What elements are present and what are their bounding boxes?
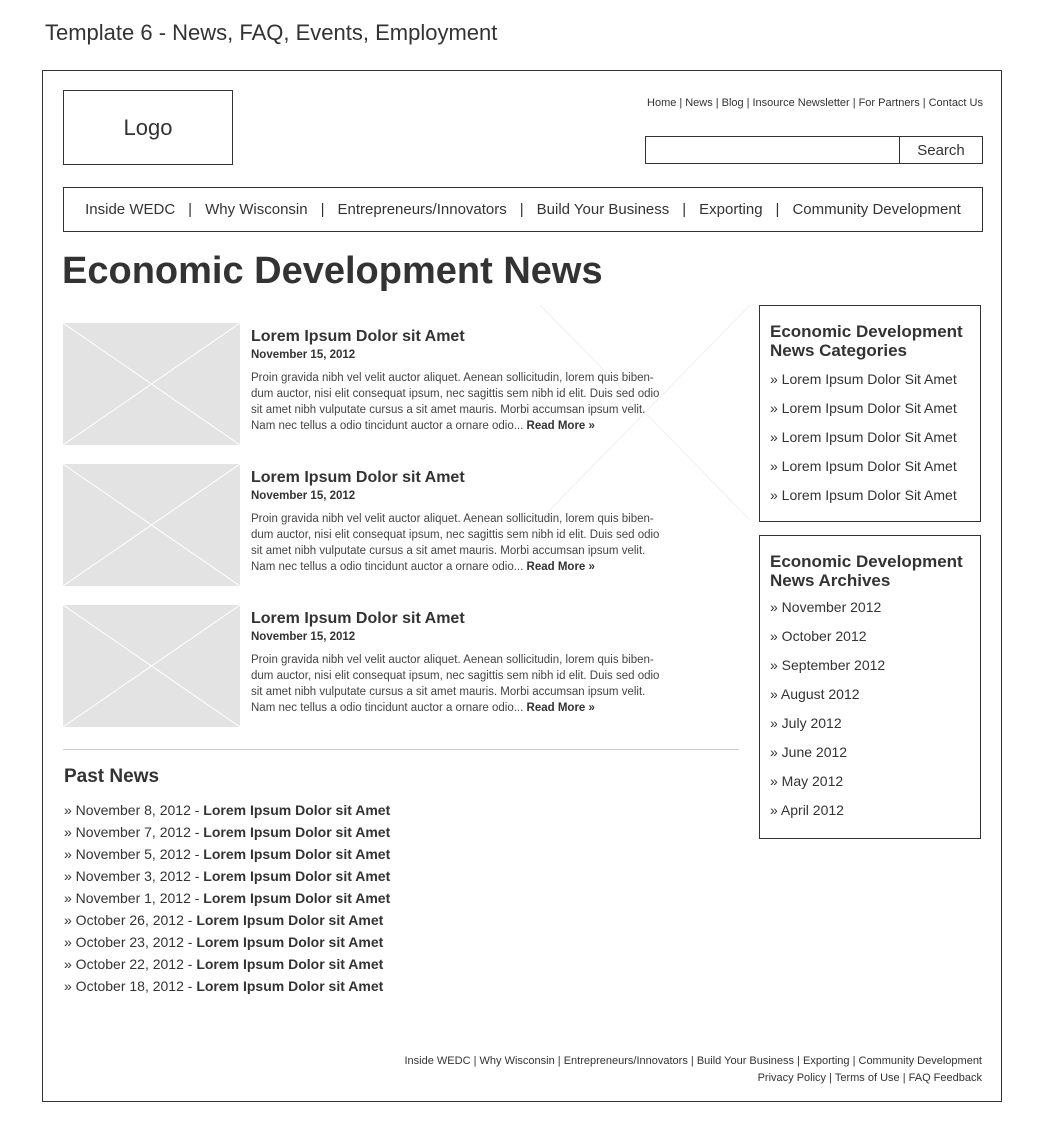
article-title[interactable]: Lorem Ipsum Dolor sit Amet xyxy=(251,328,465,345)
past-news-item[interactable] xyxy=(64,933,390,955)
footer-link-entrepreneurs[interactable]: Entrepreneurs/Innovators xyxy=(563,1055,688,1067)
separator: | xyxy=(682,201,687,218)
article-excerpt xyxy=(251,511,691,575)
excerpt-line-text: Nam nec tellus a odio tincidunt auctor a ornare odio... xyxy=(251,702,524,714)
separator: | xyxy=(715,97,719,109)
article-image-placeholder[interactable] xyxy=(63,464,240,586)
article-date: November 15, 2012 xyxy=(251,490,356,502)
separator: | xyxy=(473,1055,477,1067)
nav-item-build-business[interactable]: Build Your Business xyxy=(536,201,670,218)
excerpt-line xyxy=(251,559,691,575)
excerpt-line: sit amet nibh vulputate cursus a sit amet mauris. Morbi accumsan ipsum velit. xyxy=(251,545,646,557)
separator: | xyxy=(188,201,193,218)
read-more-link[interactable]: Read More » xyxy=(526,420,595,432)
footer-link-why-wisconsin[interactable]: Why Wisconsin xyxy=(479,1055,555,1067)
footer-link-privacy[interactable]: Privacy Policy xyxy=(757,1072,827,1084)
search-input[interactable] xyxy=(646,137,900,163)
footer-nav xyxy=(405,1055,983,1067)
past-news-title[interactable]: Lorem Ipsum Dolor sit Amet xyxy=(203,846,391,862)
utility-nav xyxy=(647,97,983,109)
archive-link[interactable]: » June 2012 xyxy=(770,744,848,760)
categories-heading-line2: News Categories xyxy=(770,341,907,360)
separator: | xyxy=(829,1072,832,1084)
separator: | xyxy=(746,97,750,109)
excerpt-line: Proin gravida nibh vel velit auctor aliquet. Aenean sollicitudin, lorem quis biben- xyxy=(251,372,654,384)
util-link-home[interactable]: Home xyxy=(647,97,677,109)
excerpt-line: Proin gravida nibh vel velit auctor aliquet. Aenean sollicitudin, lorem quis biben- xyxy=(251,654,654,666)
article-title[interactable]: Lorem Ipsum Dolor sit Amet xyxy=(251,610,465,627)
past-news-heading: Past News xyxy=(64,766,160,787)
past-news-date: » November 5, 2012 - xyxy=(64,846,204,862)
excerpt-line: sit amet nibh vulputate cursus a sit amet mauris. Morbi accumsan ipsum velit. xyxy=(251,686,646,698)
archives-heading xyxy=(770,552,963,590)
news-article xyxy=(63,605,743,727)
footer-link-exporting[interactable]: Exporting xyxy=(803,1055,850,1067)
category-link[interactable]: » Lorem Ipsum Dolor Sit Amet xyxy=(770,487,957,503)
nav-item-community-development[interactable]: Community Development xyxy=(792,201,961,218)
past-news-title[interactable]: Lorem Ipsum Dolor sit Amet xyxy=(203,824,391,840)
past-news-title[interactable]: Lorem Ipsum Dolor sit Amet xyxy=(196,912,384,928)
footer-link-inside-wedc[interactable]: Inside WEDC xyxy=(404,1055,471,1067)
category-link[interactable]: » Lorem Ipsum Dolor Sit Amet xyxy=(770,458,957,474)
past-news-title[interactable]: Lorem Ipsum Dolor sit Amet xyxy=(196,978,384,994)
excerpt-line: dum auctor, nisi elit consequat ipsum, nec sagittis sem nibh id elit. Duis sed odio xyxy=(251,670,660,682)
search-box xyxy=(645,136,983,164)
search-button[interactable]: Search xyxy=(900,137,982,163)
logo[interactable]: Logo xyxy=(63,90,233,165)
archive-link[interactable]: » July 2012 xyxy=(770,715,842,731)
past-news-item[interactable] xyxy=(64,955,390,977)
article-image-placeholder[interactable] xyxy=(63,323,240,445)
archive-link[interactable]: » May 2012 xyxy=(770,773,844,789)
separator: | xyxy=(679,97,683,109)
archives-list xyxy=(770,598,885,830)
past-news-title[interactable]: Lorem Ipsum Dolor sit Amet xyxy=(203,802,391,818)
archive-link[interactable]: » October 2012 xyxy=(770,628,867,644)
footer-link-faq-feedback[interactable]: FAQ Feedback xyxy=(908,1072,982,1084)
category-link[interactable]: » Lorem Ipsum Dolor Sit Amet xyxy=(770,371,957,387)
separator: | xyxy=(320,201,325,218)
past-news-date: » November 3, 2012 - xyxy=(64,868,204,884)
past-news-item[interactable] xyxy=(64,911,390,933)
article-title[interactable]: Lorem Ipsum Dolor sit Amet xyxy=(251,469,465,486)
categories-list xyxy=(770,370,957,515)
separator: | xyxy=(797,1055,800,1067)
separator: | xyxy=(690,1055,694,1067)
categories-heading-line1: Economic Development xyxy=(770,322,963,341)
archives-heading-line1: Economic Development xyxy=(770,552,963,571)
past-news-title[interactable]: Lorem Ipsum Dolor sit Amet xyxy=(203,868,391,884)
past-news-item[interactable] xyxy=(64,823,390,845)
news-archives-box xyxy=(759,535,981,839)
excerpt-line: dum auctor, nisi elit consequat ipsum, nec sagittis sem nibh id elit. Duis sed odio xyxy=(251,529,660,541)
separator: | xyxy=(852,97,856,109)
article-excerpt xyxy=(251,370,691,434)
nav-item-why-wisconsin[interactable]: Why Wisconsin xyxy=(205,201,308,218)
separator: | xyxy=(775,201,780,218)
article-excerpt xyxy=(251,652,691,716)
past-news-item[interactable] xyxy=(64,845,390,867)
past-news-date: » November 8, 2012 - xyxy=(64,802,204,818)
archive-link[interactable]: » August 2012 xyxy=(770,686,860,702)
footer-link-terms[interactable]: Terms of Use xyxy=(834,1072,900,1084)
separator: | xyxy=(557,1055,561,1067)
nav-item-exporting[interactable]: Exporting xyxy=(699,201,763,218)
util-link-partners[interactable]: For Partners xyxy=(858,97,920,109)
past-news-title[interactable]: Lorem Ipsum Dolor sit Amet xyxy=(196,934,384,950)
category-link[interactable]: » Lorem Ipsum Dolor Sit Amet xyxy=(770,400,957,416)
article-image-placeholder[interactable] xyxy=(63,605,240,727)
separator: | xyxy=(852,1055,856,1067)
excerpt-line-text: Nam nec tellus a odio tincidunt auctor a ornare odio... xyxy=(251,561,524,573)
past-news-item[interactable] xyxy=(64,801,390,823)
news-categories-box xyxy=(759,305,981,522)
nav-item-entrepreneurs[interactable]: Entrepreneurs/Innovators xyxy=(337,201,507,218)
past-news-date: » October 18, 2012 - xyxy=(64,978,197,994)
categories-heading xyxy=(770,322,963,360)
past-news-date: » October 23, 2012 - xyxy=(64,934,197,950)
category-link[interactable]: » Lorem Ipsum Dolor Sit Amet xyxy=(770,429,957,445)
past-news-title[interactable]: Lorem Ipsum Dolor sit Amet xyxy=(196,956,384,972)
news-article xyxy=(63,464,743,586)
util-link-news[interactable]: News xyxy=(685,97,713,109)
past-news-list xyxy=(64,801,390,999)
footer-link-build-business[interactable]: Build Your Business xyxy=(696,1055,795,1067)
main-nav xyxy=(63,187,983,232)
article-date: November 15, 2012 xyxy=(251,349,356,361)
excerpt-line-text: Nam nec tellus a odio tincidunt auctor a ornare odio... xyxy=(251,420,524,432)
util-link-newsletter[interactable]: Insource Newsletter xyxy=(752,97,850,109)
excerpt-line: dum auctor, nisi elit consequat ipsum, nec sagittis sem nibh id elit. Duis sed odio xyxy=(251,388,660,400)
past-news-item[interactable] xyxy=(64,889,390,911)
read-more-link[interactable]: Read More » xyxy=(526,702,595,714)
past-news-item[interactable] xyxy=(64,867,390,889)
footer-link-community-development[interactable]: Community Development xyxy=(858,1055,982,1067)
past-news-date: » October 22, 2012 - xyxy=(64,956,197,972)
util-link-contact[interactable]: Contact Us xyxy=(928,97,983,109)
page-title: Economic Development News xyxy=(62,250,603,292)
template-title: Template 6 - News, FAQ, Events, Employment xyxy=(45,20,498,45)
archive-link[interactable]: » November 2012 xyxy=(770,599,882,615)
excerpt-line: sit amet nibh vulputate cursus a sit amet mauris. Morbi accumsan ipsum velit. xyxy=(251,404,646,416)
separator: | xyxy=(902,1072,906,1084)
past-news-item[interactable] xyxy=(64,977,390,999)
archive-link[interactable]: » September 2012 xyxy=(770,657,886,673)
separator: | xyxy=(519,201,524,218)
section-divider xyxy=(63,749,739,750)
past-news-date: » November 1, 2012 - xyxy=(64,890,204,906)
past-news-date: » November 7, 2012 - xyxy=(64,824,204,840)
archives-heading-line2: News Archives xyxy=(770,571,891,590)
util-link-blog[interactable]: Blog xyxy=(721,97,744,109)
past-news-title[interactable]: Lorem Ipsum Dolor sit Amet xyxy=(203,890,391,906)
excerpt-line: Proin gravida nibh vel velit auctor aliquet. Aenean sollicitudin, lorem quis biben- xyxy=(251,513,654,525)
excerpt-line xyxy=(251,700,691,716)
article-date: November 15, 2012 xyxy=(251,631,356,643)
archive-link[interactable]: » April 2012 xyxy=(770,802,844,818)
past-news-date: » October 26, 2012 - xyxy=(64,912,197,928)
footer-legal xyxy=(758,1072,982,1084)
separator: | xyxy=(922,97,926,109)
news-article xyxy=(63,323,743,445)
nav-item-inside-wedc[interactable]: Inside WEDC xyxy=(85,201,176,218)
excerpt-line xyxy=(251,418,691,434)
read-more-link[interactable]: Read More » xyxy=(526,561,595,573)
